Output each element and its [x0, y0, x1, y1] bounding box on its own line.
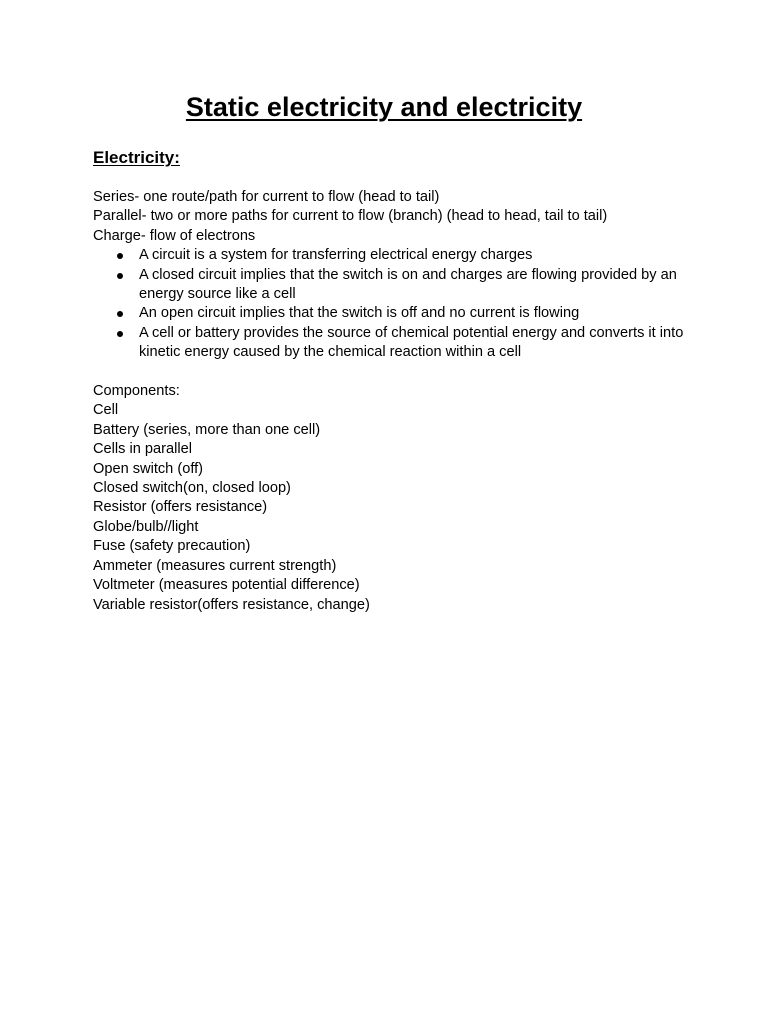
section-heading-electricity: Electricity: [93, 148, 180, 167]
bullet-text: An open circuit implies that the switch is off and no current is flowing [139, 305, 580, 322]
bullet-icon [117, 273, 123, 279]
component-item: Battery (series, more than one cell) [93, 421, 321, 438]
document-body [93, 188, 693, 615]
component-item: Cells in parallel [93, 441, 192, 458]
component-item: Open switch (off) [93, 460, 204, 477]
definition-series: Series- one route/path for current to flow (head to tail) [93, 189, 440, 205]
definition-charge: Charge- flow of electrons [93, 227, 256, 244]
page-title: Static electricity and electricity [185, 92, 583, 122]
component-item: Globe/bulb//light [93, 518, 199, 535]
bullet-item [93, 304, 699, 323]
component-item: Ammeter (measures current strength) [93, 557, 337, 574]
bullet-icon [117, 311, 123, 317]
bullet-item [93, 246, 699, 265]
component-item: Cell [93, 402, 119, 419]
component-item: Closed switch(on, closed loop) [93, 480, 291, 497]
bullet-text: A circuit is a system for transferring electrical energy charges [139, 247, 533, 264]
component-item: Variable resistor(offers resistance, change) [93, 596, 370, 613]
definition-parallel: Parallel- two or more paths for current to flow (branch) (head to head, tail to tail) [93, 208, 608, 225]
component-item: Voltmeter (measures potential difference) [93, 577, 360, 594]
bullet-icon [117, 253, 123, 259]
bullet-item [93, 324, 699, 363]
component-item: Resistor (offers resistance) [93, 499, 268, 516]
paragraph-spacer [93, 363, 693, 382]
component-item: Fuse (safety precaution) [93, 538, 251, 555]
components-heading: Components: [93, 383, 180, 400]
bullet-item [93, 266, 699, 305]
bullet-text: A closed circuit implies that the switch is on and charges are flowing provided by an energy source like a cell [139, 266, 677, 303]
bullet-icon [117, 331, 123, 337]
bullet-list [93, 246, 693, 362]
bullet-text: A cell or battery provides the source of chemical potential energy and converts it into kinetic energy caused by the chemical reaction within a cell [139, 324, 684, 361]
